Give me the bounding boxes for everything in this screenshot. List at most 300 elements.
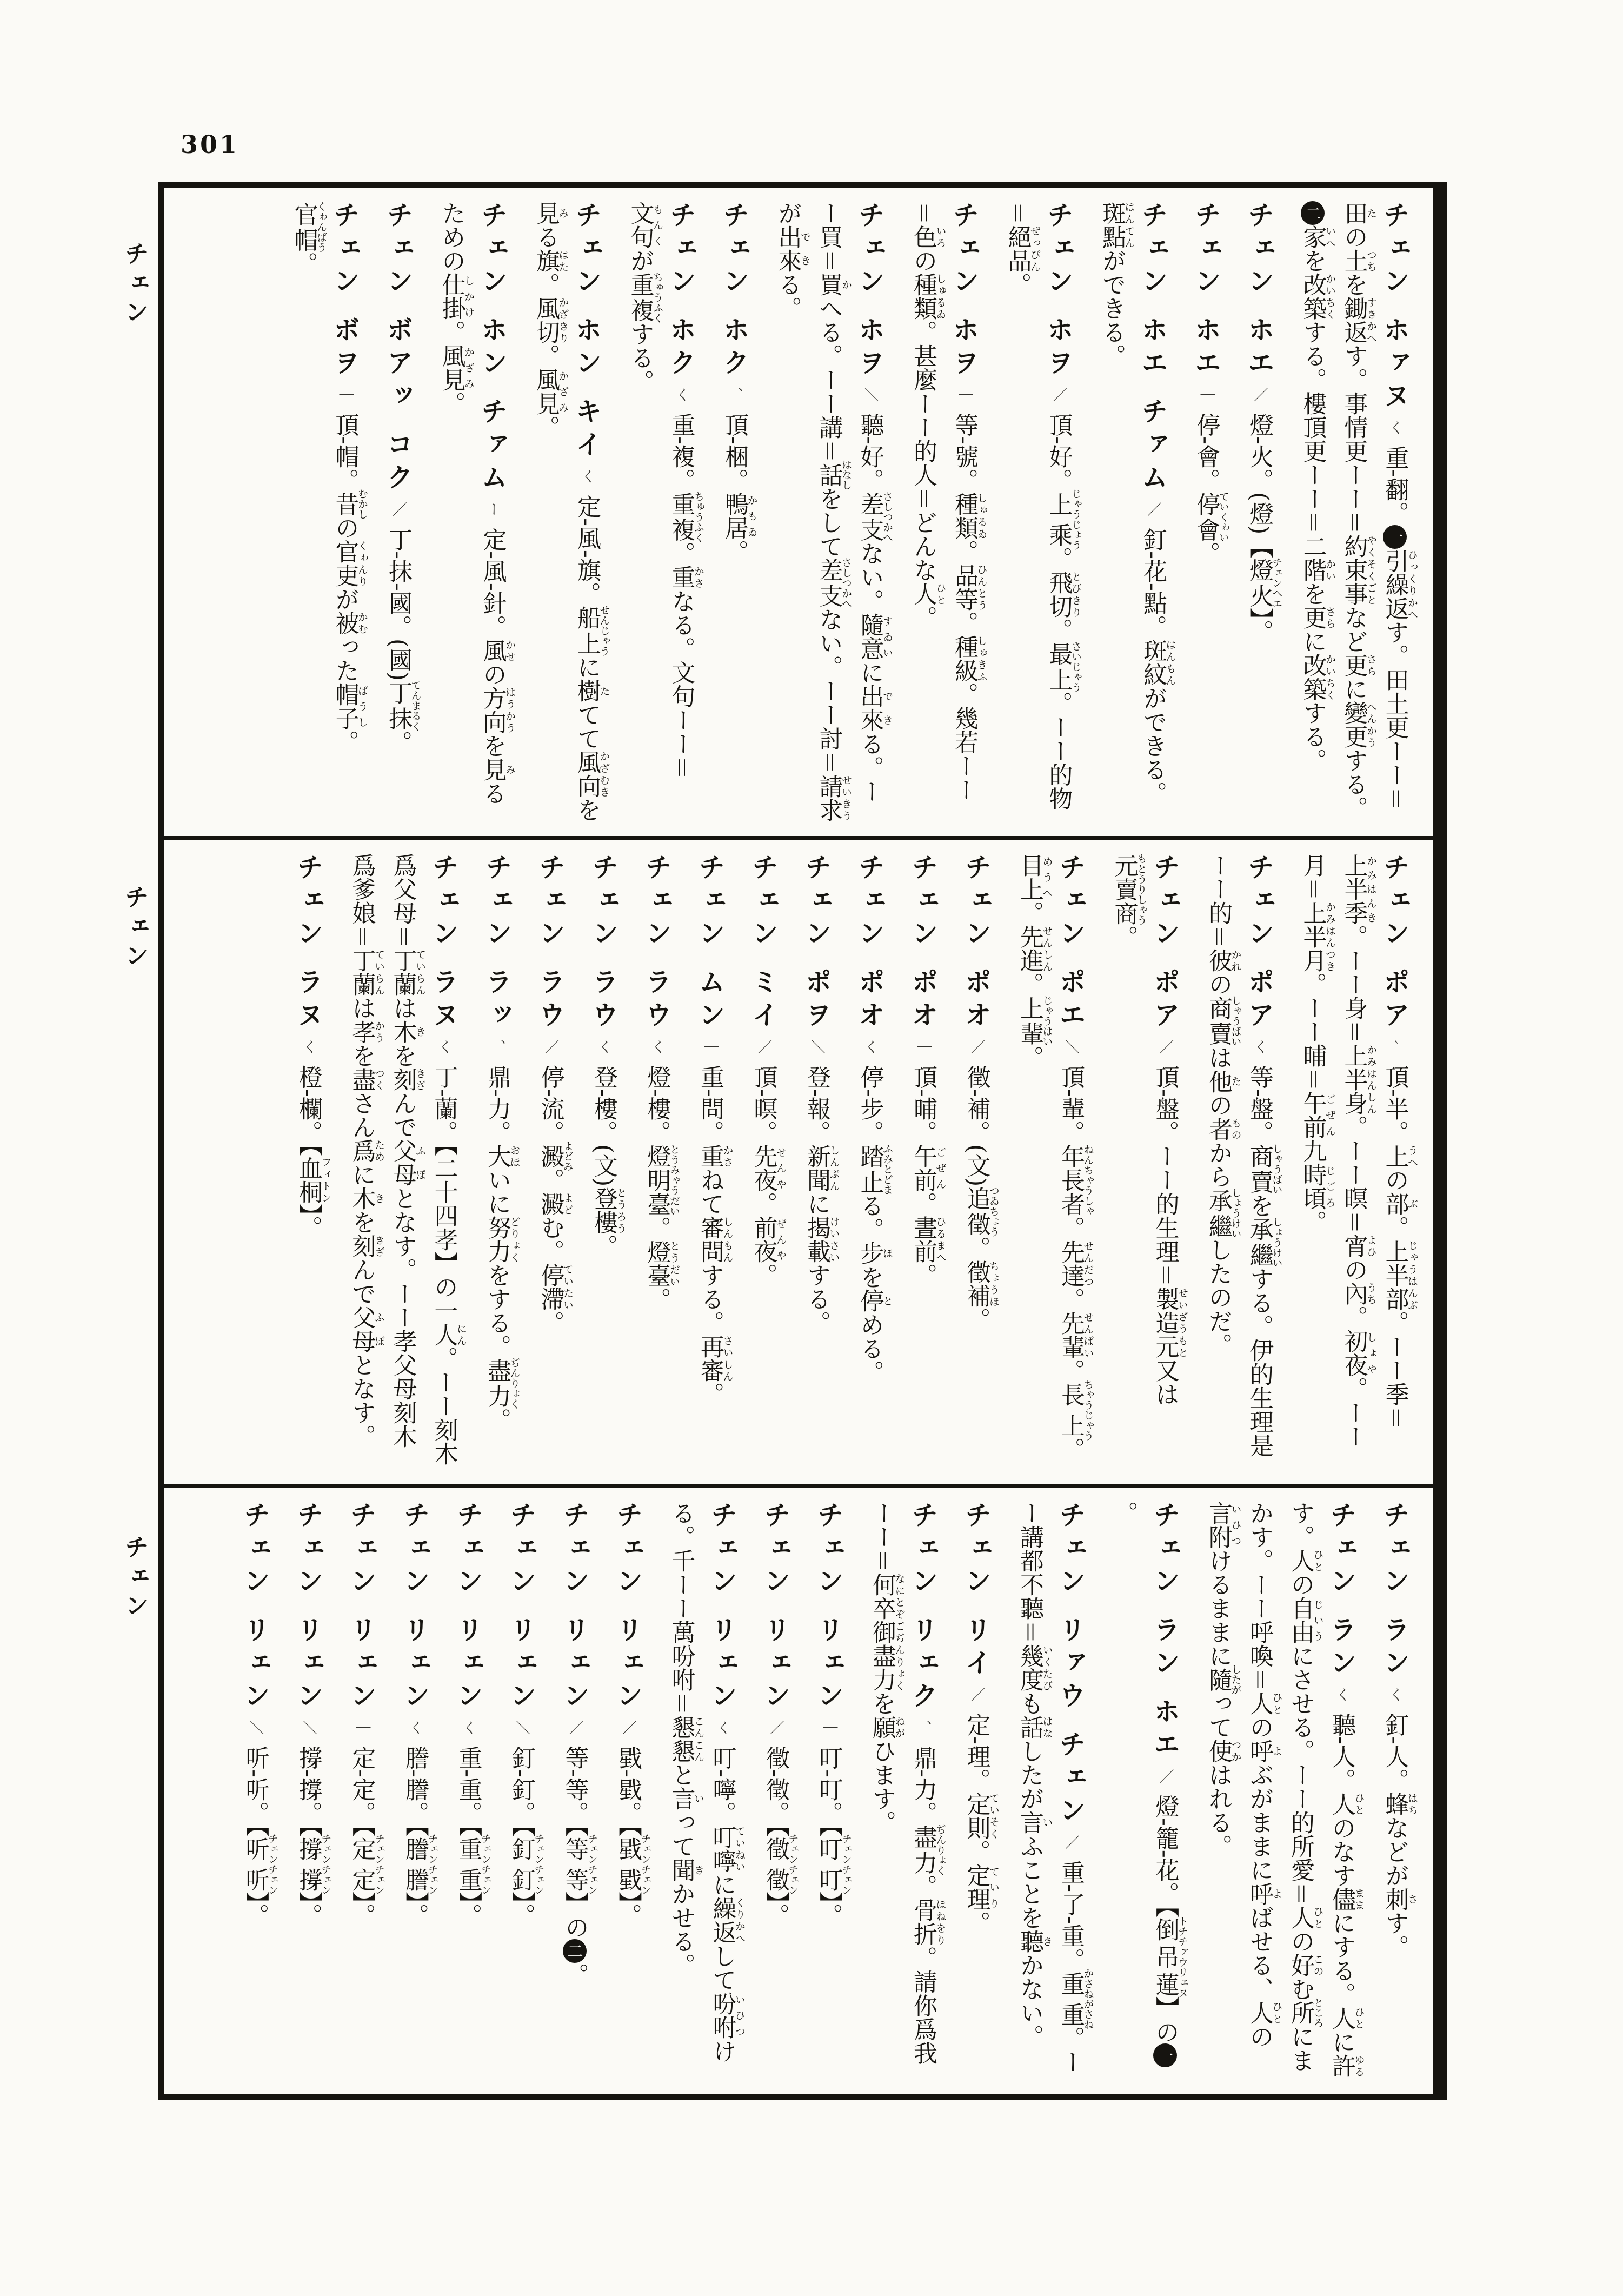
ruby-annotated-word: 爲ため — [348, 1139, 385, 1163]
section-bottom — [164, 1484, 1433, 2094]
tone-mark: ｜ — [915, 1039, 932, 1054]
ruby-annotated-word: 家いへ — [1299, 225, 1336, 249]
ruby-annotated-word: 刺さ — [1381, 1887, 1418, 1911]
dictionary-entry — [689, 853, 733, 1471]
dictionary-entry — [1198, 1501, 1365, 2081]
entry-definition-text: 頂-輩。年長者ねんちゃうしゃ。先達せんだつ。先輩せんぱい。長上ちゃうじゃう。目上めうへ。先進せんしん。上輩じゃうはい。 — [1016, 853, 1094, 1461]
ruby-annotated-word: 重かさ — [696, 1144, 734, 1168]
dictionary-entry — [431, 201, 516, 823]
ruby-annotated-word: 改築かいちく — [1299, 273, 1336, 320]
ruby-annotated-word: 追徵つゐちょう — [962, 1185, 1000, 1237]
ruby-annotated-word: 刻きざ — [389, 1067, 426, 1091]
ruby-annotated-word: 文句もんく — [626, 201, 663, 249]
tone-mark: 、 — [726, 387, 743, 402]
sense-number-badge: 二 — [563, 1939, 587, 1963]
ruby-annotated-word: 盡つく — [348, 1067, 385, 1091]
tone-mark: ー — [484, 502, 501, 517]
tone-mark: ＼ — [1062, 1039, 1079, 1054]
ruby-annotated-word: 帽子ばうし — [331, 682, 368, 730]
ruby-annotated-word: 話はな — [1016, 1715, 1053, 1739]
ruby-annotated-word: 種類しゅるゐ — [909, 273, 947, 320]
ruby-annotated-word: 繰返くりかへ — [708, 1896, 746, 1944]
entry-definition-text: 重-了-重。重重かさねがさね。ーー講都不聽＝幾度いくたびも話はなしたが言いふことを聽きかない。 — [1016, 1501, 1094, 2074]
ruby-annotated-word: 午前ごぜん — [1299, 1091, 1336, 1139]
entry-definition-text: 丁-抹-國。(國)丁抹てんまるく。 — [384, 527, 422, 754]
ruby-annotated-word: 風見かざみ — [532, 368, 569, 415]
ruby-annotated-word: 叮嚀ていねい — [708, 1824, 746, 1873]
ruby-annotated-word: 丁蘭ていらん — [348, 948, 385, 996]
dictionary-entry — [607, 1501, 651, 2081]
entry-definition-text: 頂-暝。先夜せんや。前夜ぜんや。 — [749, 1065, 787, 1287]
ruby-annotated-word: 燈火チェンヘエ — [1246, 557, 1283, 609]
dictionary-entry — [849, 853, 893, 1471]
dictionary-entry — [525, 201, 610, 823]
dictionary-entry — [767, 201, 893, 823]
ruby-annotated-word: 登樓とうろう — [590, 1186, 627, 1235]
ruby-annotated-word: 製造元せいざうもと — [1151, 1286, 1188, 1358]
entry-definition-text: 頂-盤。ーー的生理＝製造元せいざうもと又は元賣商もとうりしゃう。 — [1110, 853, 1188, 1406]
ruby-annotated-word: 斑紋はんもん — [1139, 638, 1176, 686]
entry-definition-text: 听-听。【听听チェンチェン】。 — [241, 1746, 278, 1927]
ruby-annotated-word: 變更へんかう — [1340, 701, 1377, 748]
ruby-annotated-word: 官帽くゎんばう — [290, 201, 327, 253]
tone-mark: ／ — [1050, 387, 1067, 402]
tone-mark: く — [578, 469, 595, 484]
tone-mark: ｀ — [1386, 1039, 1404, 1054]
ruby-annotated-word: 聽き — [1016, 1929, 1053, 1953]
entry-headword-kana: チェン リェン — [453, 1501, 484, 1715]
ruby-annotated-word: 木き — [348, 1186, 385, 1210]
entry-definition-text: 頂-好。上乘じゃうじょう。飛切とびきり。最上さいじゃう。ーー的物＝絕品ぜっぴん。 — [1003, 201, 1082, 811]
tone-mark: ｜ — [820, 1720, 837, 1735]
entry-definition-text: 鼎-力。大おほいに努力どりょくをする。盡力ぢんりょく。 — [483, 1065, 521, 1432]
dictionary-entry — [1292, 853, 1418, 1471]
tone-mark: く — [1386, 420, 1404, 435]
tone-mark: ｜ — [956, 387, 973, 402]
entry-definition-text: 徵-補。(文)追徵つゐちょう。徵補ちょうほ。 — [962, 1065, 1000, 1331]
ruby-annotated-word: 言い — [1016, 1810, 1053, 1834]
ruby-annotated-word: 願ねが — [868, 1715, 906, 1739]
ruby-annotated-word: 隨したが — [1205, 1664, 1242, 1695]
ruby-annotated-word: 刻きざ — [348, 1234, 385, 1258]
entry-definition-text: 戥-戥。【戥戥チェンチェン】。 — [614, 1746, 651, 1927]
entry-headword-kana: チェン ラウ — [535, 853, 566, 1034]
ruby-annotated-word: 斑點はんてん — [1098, 201, 1135, 249]
ruby-annotated-word: 戥戥チェンチェン — [614, 1833, 651, 1895]
ruby-annotated-word: 人ひと — [1246, 1691, 1283, 1715]
entry-definition-text: 登-報。新聞しんぶんに揭載けいさいする。 — [803, 1065, 840, 1335]
ruby-annotated-word: 階かい — [1299, 558, 1336, 582]
dictionary-entry — [1091, 201, 1176, 823]
ruby-annotated-word: 仕掛しかけ — [437, 273, 475, 320]
ruby-annotated-word: 宵よひ — [1340, 1234, 1377, 1258]
ruby-annotated-word: 聞き — [667, 1858, 704, 1882]
entry-definition-text: 停-流。澱よどみ。澱よどむ。停滯ていたい。 — [536, 1065, 574, 1335]
dictionary-entry — [902, 201, 987, 823]
ruby-annotated-word: 飛切とびきり — [1045, 570, 1082, 618]
ruby-annotated-word: 許ゆる — [1328, 2053, 1365, 2078]
ruby-annotated-word: 呼よ — [1246, 1882, 1283, 1906]
ruby-annotated-word: 部ぶ — [1381, 1191, 1418, 1216]
ruby-annotated-word: 叮叮チェンチェン — [815, 1833, 852, 1895]
page-number: 301 — [181, 130, 240, 159]
dictionary-entry — [1374, 1501, 1418, 2081]
entry-headword-kana: チェン ラウ — [641, 853, 673, 1034]
entry-definition-text: 頂-帽。昔むかしの官吏くゎんりが被かむった帽子ばうし。官帽くゎんばう。 — [290, 201, 368, 754]
entry-headword-kana: チェン ラヌ — [428, 853, 460, 1034]
tone-mark: く — [407, 1720, 423, 1735]
ruby-annotated-word: 見み — [532, 201, 569, 225]
entry-definition-text: 定-定。【定定チェンチェン】。 — [348, 1746, 385, 1927]
dictionary-entry — [1009, 1501, 1094, 2081]
ruby-annotated-word: 人ひと — [1287, 1906, 1324, 1929]
ruby-annotated-word: 盡力ぢんりょく — [909, 1824, 947, 1876]
ruby-annotated-word: 盡力ぢんりょく — [483, 1357, 521, 1409]
ruby-annotated-word: 幾度いくたび — [1016, 1644, 1053, 1691]
entry-definition-text: 聽-人。人ひとのなす儘ままにする。人ひとに許ゆるす。人ひとの自由じいうにさせる。ーー的所愛＝人ひとの好このむ所ところにまかす。ーー呼喚＝人ひとの呼よぶがままに呼よばせる、人ひとの言附いひつけるままに隨したがって使つかはれる。 — [1205, 1501, 1365, 2078]
ruby-annotated-word: 上半部じゃうはんぶ — [1381, 1239, 1418, 1311]
ruby-annotated-word: 倒吊蓮トチチァウリェヌ — [1151, 1915, 1188, 1998]
ruby-annotated-word: 丁蘭ていらん — [389, 948, 426, 996]
ruby-annotated-word: 澱よどみ — [536, 1140, 574, 1172]
dictionary-entry — [583, 853, 627, 1471]
dictionary-entry — [1009, 853, 1094, 1471]
ruby-annotated-word: 風見かざみ — [437, 344, 475, 391]
entry-headword-kana: チェン ラン — [1379, 1501, 1411, 1682]
tone-mark: 、 — [489, 1039, 505, 1054]
ruby-annotated-word: 先進せんしん — [1016, 925, 1053, 972]
ruby-annotated-word: 定則ていそく — [962, 1791, 1000, 1840]
ruby-annotated-word: 審問しんもん — [696, 1215, 734, 1263]
entry-headword-kana: チェン ボアッ コク — [383, 201, 414, 497]
ruby-annotated-word: 言附いひつ — [1205, 1501, 1242, 1549]
dictionary-page-frame — [158, 182, 1447, 2100]
ruby-annotated-word: 船上せんじゃう — [573, 605, 610, 656]
entry-headword-kana: チェン ムン — [695, 853, 726, 1034]
entry-headword-kana: チェン ホン チァム — [477, 201, 508, 497]
ruby-annotated-word: 步ほ — [856, 1241, 893, 1265]
ruby-annotated-word: 燈臺とうだい — [643, 1239, 680, 1288]
entry-definition-text: 頂-梱。鴨居かもゐ。 — [721, 413, 758, 563]
ruby-annotated-word: 上半身かみはんしん — [1340, 1044, 1377, 1115]
entry-definition-text: 撐-撐。【撐撐チェンチェン】。 — [295, 1746, 332, 1927]
ruby-annotated-word: 人ひと — [1328, 1791, 1365, 1816]
ruby-annotated-word: 木き — [389, 1020, 426, 1044]
tone-mark: ／ — [1062, 1835, 1079, 1850]
ruby-annotated-word: 差支さしつかへ — [856, 491, 893, 543]
entry-definition-text: 頂-半。上うへの部ぶ。上半部じゃうはんぶ。ーー季＝上半季かみはんき。ーー身＝上半身かみはんしん。ーー暝＝宵よひの內うち。初夜しょや。ーー月＝上半月かみはんつき。ーー晡＝午前ごぜん九時頃じごろ。 — [1299, 853, 1418, 1448]
tone-mark: ｜ — [702, 1039, 719, 1054]
ruby-annotated-word: 儘まま — [1328, 1887, 1365, 1911]
dictionary-entry — [997, 201, 1082, 823]
ruby-annotated-word: 出來でき — [856, 684, 893, 732]
ruby-annotated-word: 蜂はち — [1381, 1791, 1418, 1816]
ruby-annotated-word: 重複ちゅうふく — [626, 271, 663, 323]
ruby-annotated-word: 父母ふぼ — [389, 1139, 426, 1186]
ruby-annotated-word: 人ひと — [1246, 2001, 1283, 2025]
entry-headword-kana: チェン ポア — [1244, 853, 1275, 1034]
tone-mark: ／ — [542, 1039, 559, 1054]
ruby-annotated-word: 何卒御盡力なにとぞごぢんりょく — [868, 1572, 906, 1691]
entry-definition-text: 徵-徵。【徵徵チェンチェン】。 — [762, 1746, 799, 1927]
entry-definition-text: 橙-欄。【血桐フィトン】。 — [295, 1065, 332, 1239]
entry-headword-kana: チェン リイ — [961, 1501, 992, 1682]
tone-mark: く — [861, 1039, 879, 1054]
ruby-annotated-word: 徵徵チェンチェン — [762, 1833, 799, 1895]
tone-mark: ｜ — [353, 1720, 370, 1735]
entry-headword-kana: チェン リェン — [559, 1501, 590, 1715]
ruby-annotated-word: 承繼しょうけい — [1205, 1187, 1242, 1239]
ruby-annotated-word: 元賣商もとうりしゃう — [1110, 853, 1147, 925]
entry-headword-kana: チェン リェン — [506, 1501, 537, 1715]
ruby-annotated-word: 商賣しゃうばい — [1246, 1143, 1283, 1195]
section-top — [164, 188, 1433, 836]
entry-headword-kana: チェン ラッ — [482, 853, 513, 1034]
ruby-annotated-word: 懇懇こんこん — [667, 1715, 704, 1763]
ruby-annotated-word: 好この — [1287, 1953, 1324, 1977]
margin-thumb-label-section-1: チェン — [121, 241, 148, 329]
dictionary-entry — [377, 201, 421, 823]
dictionary-entry — [714, 201, 757, 823]
ruby-annotated-word: 官吏くゎんり — [331, 539, 368, 587]
ruby-annotated-word: 承繼しょうけい — [1246, 1216, 1283, 1268]
entry-definition-text: 燈-火。(燈)【燈火チェンヘエ】。 — [1246, 413, 1283, 643]
dictionary-entry — [448, 1501, 491, 2081]
entry-definition-text: 燈-樓。燈明臺とうみゃうだい。燈臺とうだい。 — [643, 1065, 680, 1311]
ruby-annotated-word: 色いろ — [909, 225, 947, 249]
entry-headword-kana: チェン リェン — [240, 1501, 271, 1715]
ruby-annotated-word: 絕品ぜっぴん — [1003, 225, 1041, 273]
tone-mark: く — [435, 1039, 453, 1054]
entry-headword-kana: チェン リァウ チェン — [1055, 1501, 1086, 1830]
tone-mark: ／ — [968, 1687, 985, 1702]
tone-mark: ＼ — [247, 1720, 264, 1735]
ruby-annotated-word: 更さら — [1340, 653, 1377, 677]
dictionary-entry — [394, 1501, 438, 2081]
dictionary-entry — [288, 1501, 331, 2081]
entry-headword-kana: チェン ポエ — [1055, 853, 1086, 1034]
ruby-annotated-word: 出來でき — [774, 225, 811, 273]
tone-mark: ／ — [566, 1720, 583, 1735]
ruby-annotated-word: 釘釘チェンチェン — [508, 1833, 545, 1895]
ruby-annotated-word: 徵補ちょうほ — [962, 1259, 1000, 1308]
entry-headword-kana: チェン ラヌ — [293, 853, 324, 1034]
dictionary-entry — [956, 1501, 1000, 2081]
ruby-annotated-word: 鋤返すきかへ — [1340, 296, 1377, 344]
entry-definition-text: 等-等。【等等チェンチェン】の二。 — [561, 1746, 598, 1987]
dictionary-entry — [808, 1501, 852, 2081]
ruby-annotated-word: 引繰返ひっくりかへ — [1381, 548, 1418, 620]
entry-headword-kana: チェン ホク — [719, 201, 750, 382]
ruby-annotated-word: 被かむ — [331, 611, 368, 635]
ruby-annotated-word: 父母ふぼ — [348, 1305, 385, 1353]
entry-headword-kana: チェン ホヲ — [949, 201, 980, 382]
dictionary-entry — [743, 853, 787, 1471]
ruby-annotated-word: 昔むかし — [331, 488, 368, 520]
dictionary-entry — [341, 853, 467, 1471]
entry-headword-kana: チェン ポア — [1379, 853, 1411, 1034]
entry-headword-kana: チェン リェン — [707, 1501, 738, 1715]
ruby-annotated-word: 上うへ — [1381, 1144, 1418, 1168]
ruby-annotated-word: 踏止ふみとどま — [856, 1143, 893, 1195]
ruby-annotated-word: 田た — [1340, 201, 1377, 225]
entry-headword-kana: チェン ミイ — [748, 853, 779, 1034]
entry-definition-text: 丁-蘭。【二十四孝】の一人にん。ーー刻木爲父母＝丁蘭ていらんは木きを刻きざんで父母ふぼとなす。ーー孝父母刻木爲爹娘＝丁蘭ていらんは孝かうを盡つくさん爲ために木きを刻きざんで父母ふぼとなす。 — [348, 853, 467, 1465]
ruby-annotated-word: 彼かれ — [1205, 948, 1242, 972]
tone-mark: く — [300, 1039, 317, 1054]
ruby-annotated-word: 定理ていり — [962, 1863, 1000, 1911]
ruby-annotated-word: 人ひと — [909, 582, 947, 606]
ruby-annotated-word: 先夜せんや — [749, 1144, 787, 1192]
tone-mark: く — [595, 1039, 612, 1054]
ruby-annotated-word: 他た — [1205, 1069, 1242, 1093]
ruby-annotated-word: 差支さしつかへ — [815, 557, 852, 609]
dictionary-entry — [1239, 201, 1282, 823]
entry-headword-kana: チェン リェン — [346, 1501, 377, 1715]
ruby-annotated-word: 骨折ほねをり — [909, 1898, 947, 1946]
dictionary-entry — [861, 1501, 946, 2081]
ruby-annotated-word: 風切かざきり — [532, 296, 569, 344]
ruby-annotated-word: 旗はた — [532, 249, 569, 273]
entry-definition-text: 定-風-旗。船上せんじゃうに樹たてて風向かざむきを見みる旗はた。風切かざきり。風見かざみ。 — [532, 201, 610, 822]
dictionary-entry — [341, 1501, 385, 2081]
tone-mark: ／ — [1156, 1039, 1174, 1054]
dictionary-entry — [661, 1501, 746, 2081]
ruby-annotated-word: 重重かさねがさね — [1057, 1968, 1094, 2030]
ruby-annotated-word: 血桐フィトン — [295, 1156, 332, 1204]
ruby-annotated-word: 上乘じゃうじょう — [1045, 488, 1082, 550]
entry-headword-kana: チェン ホエ — [1244, 201, 1275, 382]
ruby-annotated-word: 澱よど — [536, 1191, 574, 1216]
ruby-annotated-word: 見み — [478, 757, 516, 781]
ruby-annotated-word: 呼よ — [1246, 1739, 1283, 1763]
margin-thumb-label-section-2: チェン — [121, 885, 148, 972]
tone-mark: ＼ — [808, 1039, 825, 1054]
tone-mark: ｜ — [1198, 387, 1215, 402]
ruby-annotated-word: 重複ちゅうふく — [667, 491, 704, 543]
ruby-annotated-word: 大おほ — [483, 1144, 521, 1168]
tone-mark: ＼ — [300, 1720, 317, 1735]
entry-definition-text: 聽-好。差支さしつかへない。隨意すゐいに出來できる。ーー買＝買かへる。ーー講＝話はなしをして差支さしつかへない。ーー討＝請求せいきうが出來できる。 — [774, 201, 893, 822]
ruby-annotated-word: 更さら — [1299, 606, 1336, 629]
entry-headword-kana: チェン リェン — [613, 1501, 643, 1715]
entry-definition-text: 重-複。重複ちゅうふく。重かさなる。文句ーー＝文句もんくが重複ちゅうふくする。 — [626, 201, 704, 780]
section-middle — [164, 836, 1433, 1484]
tone-mark: ＼ — [513, 1720, 530, 1735]
entry-headword-kana: チェン ポオ — [961, 853, 992, 1034]
entry-definition-text: 等-盤。商賣しゃうばいを承繼しょうけいする。伊的生理是ーー的＝彼かれの商賣しゃうばいは他たの者ものから承繼しょうけいしたのだ。 — [1205, 853, 1283, 1457]
ruby-annotated-word: 所ところ — [1287, 1997, 1324, 2028]
dictionary-entry — [476, 853, 520, 1471]
entry-definition-text: 釘-釘。【釘釘チェンチェン】。 — [508, 1746, 545, 1927]
tone-mark: ／ — [1145, 502, 1161, 517]
entry-headword-kana: チェン ポア — [1149, 853, 1181, 1034]
ruby-annotated-word: 午前ごぜん — [909, 1144, 947, 1192]
dictionary-entry — [235, 1501, 278, 2081]
ruby-annotated-word: 最上さいじゃう — [1045, 641, 1082, 693]
tone-mark: ／ — [620, 1720, 636, 1735]
ruby-annotated-word: 鴨居かもゐ — [721, 492, 758, 540]
ruby-annotated-word: 撐撐チェンチェン — [295, 1833, 332, 1895]
ruby-annotated-word: 人にん — [430, 1322, 467, 1346]
tone-mark: く — [714, 1720, 731, 1735]
sense-number-badge: 一 — [1153, 2043, 1177, 2067]
dictionary-entry — [554, 1501, 598, 2081]
ruby-annotated-word: 先輩せんぱい — [1057, 1311, 1094, 1359]
tone-mark: ／ — [1251, 387, 1268, 402]
ruby-annotated-word: 重かさ — [667, 565, 704, 589]
entry-headword-kana: チェン リェン — [400, 1501, 430, 1715]
ruby-annotated-word: 約束事やくそくごと — [1340, 534, 1377, 606]
ruby-annotated-word: 買か — [815, 273, 852, 296]
entry-headword-kana: チェン ポオ — [908, 853, 939, 1034]
tone-mark: く — [460, 1720, 477, 1735]
entry-definition-text: 頂-晡。午前ごぜん。晝前ひるまへ。 — [909, 1065, 947, 1287]
entry-definition-text: 釘-花-點。斑紋はんもんができる。斑點はんてんができる。 — [1098, 201, 1176, 805]
entry-definition-text: 重-重。【重重チェンチェン】。 — [454, 1746, 491, 1927]
entry-headword-kana: チェン ラウ — [588, 853, 619, 1034]
ruby-annotated-word: 樹た — [573, 679, 610, 703]
tone-mark: く — [648, 1039, 666, 1054]
ruby-annotated-word: 品等ひんとう — [950, 563, 988, 611]
tone-mark: く — [1251, 1039, 1268, 1054]
entry-definition-text: 等-號。種類しゅるゐ。品等ひんとう。種級しゅきふ。幾若ーー＝色いろの種類しゅるゐ。甚麼ーー的人＝どんな人ひと。 — [909, 201, 988, 801]
entry-headword-kana: チェン ホヲ — [854, 201, 886, 382]
entry-headword-kana: チェン リェン — [813, 1501, 844, 1715]
entry-definition-text: 停-會。停會ていくゎい。 — [1192, 413, 1229, 566]
ruby-annotated-word: 使つか — [1205, 1739, 1242, 1763]
ruby-annotated-word: 風かせ — [478, 638, 516, 662]
entry-headword-kana: チェン ホン キイ — [571, 201, 602, 464]
ruby-annotated-word: 重重チェンチェン — [454, 1833, 491, 1895]
tone-mark: 、 — [915, 1720, 932, 1735]
ruby-annotated-word: 改築かいちく — [1299, 653, 1336, 701]
dictionary-entry — [620, 201, 704, 823]
ruby-annotated-word: 孝かう — [348, 1020, 385, 1044]
entry-headword-kana: チェン ホエ チァム — [1138, 201, 1168, 497]
dictionary-entry — [288, 853, 331, 1471]
entry-definition-text: 燈-籠-花。【倒吊蓮トチチァウリェヌ】の一。 — [1110, 1501, 1179, 2067]
ruby-annotated-word: 種類しゅるゐ — [950, 492, 988, 540]
tone-mark: ／ — [390, 502, 407, 517]
sense-number-badge: 二 — [1301, 201, 1325, 225]
ruby-annotated-word: 話はなし — [815, 459, 852, 490]
ruby-annotated-word: 努力どりょく — [483, 1215, 521, 1263]
entry-definition-text: 叮-叮。【叮叮チェンチェン】。 — [815, 1746, 852, 1927]
ruby-annotated-word: 人ひと — [1328, 2006, 1365, 2030]
tone-mark: ＼ — [861, 387, 879, 402]
entry-definition-text: 重-問。重かさねて審問しんもんする。再審さいしん。 — [696, 1065, 734, 1406]
entry-headword-kana: チェン ラン — [1326, 1501, 1357, 1682]
dictionary-entry — [1292, 201, 1418, 823]
dictionary-entry — [283, 201, 368, 823]
ruby-annotated-word: 自由じいう — [1287, 1596, 1324, 1644]
ruby-annotated-word: 燈明臺とうみゃうだい — [643, 1144, 680, 1216]
entry-definition-text: 謄-謄。【謄謄チェンチェン】。 — [401, 1746, 438, 1927]
tone-mark: く — [1333, 1687, 1350, 1702]
tone-mark: く — [1386, 1687, 1404, 1702]
ruby-annotated-word: 者もの — [1205, 1117, 1242, 1141]
dictionary-entry — [1103, 853, 1188, 1471]
dictionary-entry — [796, 853, 840, 1471]
ruby-annotated-word: 等等チェンチェン — [561, 1833, 598, 1895]
ruby-annotated-word: 方向はうかう — [478, 686, 516, 734]
entry-headword-kana: チェン ホァヌ — [1379, 201, 1411, 415]
tone-mark: ／ — [968, 1039, 985, 1054]
ruby-annotated-word: 商賣しゃうばい — [1205, 995, 1242, 1047]
ruby-annotated-word: 初夜しょや — [1340, 1329, 1377, 1377]
ruby-annotated-word: 停と — [856, 1289, 893, 1313]
